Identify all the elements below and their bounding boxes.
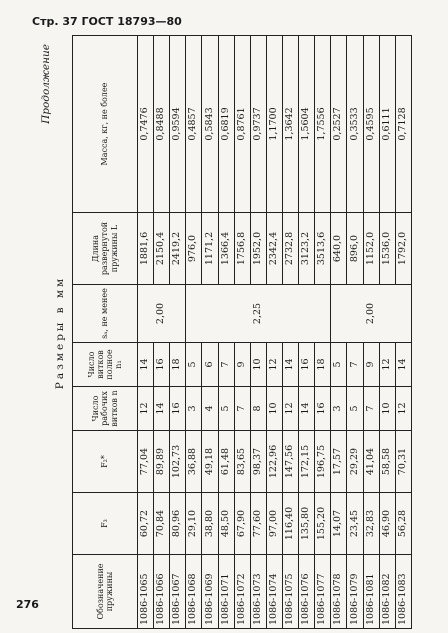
table-cell: 12 bbox=[282, 387, 298, 431]
spring-code-cell: 1086-1081 bbox=[363, 555, 379, 629]
dimensions-caption: Размеры в мм bbox=[54, 275, 66, 390]
sa-group-cell: 2,25 bbox=[186, 285, 331, 343]
table-cell: 38,80 bbox=[202, 493, 218, 555]
spring-code-cell: 1086-1066 bbox=[154, 555, 170, 629]
table-cell: 2342,4 bbox=[266, 213, 282, 285]
table-cell: 0,5843 bbox=[202, 36, 218, 213]
table-cell: 18 bbox=[170, 343, 186, 387]
table-cell: 7 bbox=[363, 387, 379, 431]
table-cell: 3 bbox=[331, 387, 347, 431]
table-cell: 102,73 bbox=[170, 431, 186, 493]
table-cell: 1,1700 bbox=[266, 36, 282, 213]
table-cell: 4 bbox=[202, 387, 218, 431]
table-cell: 14,07 bbox=[331, 493, 347, 555]
table-cell: 0,8761 bbox=[234, 36, 250, 213]
table-cell: 0,7476 bbox=[138, 36, 154, 213]
rotated-table-area bbox=[40, 36, 415, 629]
table-cell: 1152,0 bbox=[363, 213, 379, 285]
table-cell: 32,83 bbox=[363, 493, 379, 555]
table-cell: 18 bbox=[315, 343, 331, 387]
table-cell: 49,18 bbox=[202, 431, 218, 493]
page-header: Стр. 37 ГОСТ 18793—80 bbox=[32, 15, 182, 28]
table-cell: 5 bbox=[347, 387, 363, 431]
table-cell: 0,7128 bbox=[395, 36, 411, 213]
table-cell: 97,00 bbox=[266, 493, 282, 555]
column-header: Число витков полное n₁ bbox=[73, 343, 138, 387]
sa-group-cell: 2,00 bbox=[138, 285, 186, 343]
table-cell: 16 bbox=[299, 343, 315, 387]
table-cell: 0,6111 bbox=[379, 36, 395, 213]
table-cell: 29,29 bbox=[347, 431, 363, 493]
table-cell: 60,72 bbox=[138, 493, 154, 555]
table-cell: 61,48 bbox=[218, 431, 234, 493]
table-cell: 172,15 bbox=[299, 431, 315, 493]
table-cell: 155,20 bbox=[315, 493, 331, 555]
table-cell: 1952,0 bbox=[250, 213, 266, 285]
column-header: Число рабочих витков n bbox=[73, 387, 138, 431]
table-cell: 2419,2 bbox=[170, 213, 186, 285]
table-cell: 77,04 bbox=[138, 431, 154, 493]
table-cell: 48,50 bbox=[218, 493, 234, 555]
table-cell: 0,9594 bbox=[170, 36, 186, 213]
table-cell: 2732,8 bbox=[282, 213, 298, 285]
spring-code-cell: 1086-1067 bbox=[170, 555, 186, 629]
spring-code-cell: 1086-1071 bbox=[218, 555, 234, 629]
table-cell: 3123,2 bbox=[299, 213, 315, 285]
spring-code-cell: 1086-1065 bbox=[138, 555, 154, 629]
table-cell: 14 bbox=[299, 387, 315, 431]
table-cell: 98,37 bbox=[250, 431, 266, 493]
column-header: sₐ, не менее bbox=[73, 285, 138, 343]
spring-code-cell: 1086-1077 bbox=[315, 555, 331, 629]
table-cell: 10 bbox=[379, 387, 395, 431]
table-cell: 16 bbox=[154, 343, 170, 387]
table-cell: 12 bbox=[379, 343, 395, 387]
column-header: F₂* bbox=[73, 431, 138, 493]
table-cell: 1,7556 bbox=[315, 36, 331, 213]
table-cell: 116,40 bbox=[282, 493, 298, 555]
table-cell: 41,04 bbox=[363, 431, 379, 493]
table-cell: 9 bbox=[363, 343, 379, 387]
table-body bbox=[138, 36, 412, 629]
table-cell: 46,90 bbox=[379, 493, 395, 555]
table-cell: 14 bbox=[154, 387, 170, 431]
table-row bbox=[331, 36, 347, 629]
table-cell: 0,2527 bbox=[331, 36, 347, 213]
table-cell: 29,10 bbox=[186, 493, 202, 555]
table-cell: 7 bbox=[347, 343, 363, 387]
table-cell: 70,31 bbox=[395, 431, 411, 493]
spring-code-cell: 1086-1069 bbox=[202, 555, 218, 629]
table-cell: 7 bbox=[234, 387, 250, 431]
table-cell: 0,4857 bbox=[186, 36, 202, 213]
table-cell: 5 bbox=[218, 387, 234, 431]
spring-code-cell: 1086-1083 bbox=[395, 555, 411, 629]
spring-code-cell: 1086-1076 bbox=[299, 555, 315, 629]
table-cell: 3 bbox=[186, 387, 202, 431]
table-cell: 1,5604 bbox=[299, 36, 315, 213]
table-cell: 0,9737 bbox=[250, 36, 266, 213]
table-cell: 14 bbox=[282, 343, 298, 387]
table-cell: 976,0 bbox=[186, 213, 202, 285]
table-cell: 196,75 bbox=[315, 431, 331, 493]
table-cell: 12 bbox=[138, 387, 154, 431]
column-header: Обозначение пружины bbox=[73, 555, 138, 629]
table-cell: 7 bbox=[218, 343, 234, 387]
table-cell: 14 bbox=[138, 343, 154, 387]
table-cell: 80,96 bbox=[170, 493, 186, 555]
table-cell: 6 bbox=[202, 343, 218, 387]
table-cell: 12 bbox=[395, 387, 411, 431]
spring-code-cell: 1086-1074 bbox=[266, 555, 282, 629]
table-cell: 70,84 bbox=[154, 493, 170, 555]
spring-code-cell: 1086-1075 bbox=[282, 555, 298, 629]
spring-code-cell: 1086-1082 bbox=[379, 555, 395, 629]
table-cell: 640,0 bbox=[331, 213, 347, 285]
table-cell: 8 bbox=[250, 387, 266, 431]
table-cell: 5 bbox=[331, 343, 347, 387]
table-cell: 0,4595 bbox=[363, 36, 379, 213]
spring-code-cell: 1086-1078 bbox=[331, 555, 347, 629]
column-header: Масса, кг, не более bbox=[73, 36, 138, 213]
spring-code-cell: 1086-1079 bbox=[347, 555, 363, 629]
table-cell: 147,56 bbox=[282, 431, 298, 493]
spring-code-cell: 1086-1073 bbox=[250, 555, 266, 629]
continuation-label: Продолжение bbox=[40, 44, 52, 124]
table-cell: 1171,2 bbox=[202, 213, 218, 285]
table-cell: 1366,4 bbox=[218, 213, 234, 285]
table-cell: 9 bbox=[234, 343, 250, 387]
table-cell: 10 bbox=[250, 343, 266, 387]
table-row bbox=[186, 36, 202, 629]
table-row bbox=[138, 36, 154, 629]
table-cell: 23,45 bbox=[347, 493, 363, 555]
table-header-row bbox=[73, 36, 138, 629]
spring-code-cell: 1086-1072 bbox=[234, 555, 250, 629]
table-cell: 0,6819 bbox=[218, 36, 234, 213]
table-cell: 10 bbox=[266, 387, 282, 431]
table-cell: 896,0 bbox=[347, 213, 363, 285]
table-cell: 5 bbox=[186, 343, 202, 387]
table-cell: 135,80 bbox=[299, 493, 315, 555]
spring-spec-table bbox=[72, 35, 412, 629]
table-cell: 16 bbox=[315, 387, 331, 431]
table-cell: 122,96 bbox=[266, 431, 282, 493]
table-cell: 14 bbox=[395, 343, 411, 387]
table-cell: 3513,6 bbox=[315, 213, 331, 285]
table-cell: 2150,4 bbox=[154, 213, 170, 285]
table-cell: 83,65 bbox=[234, 431, 250, 493]
table-cell: 77,60 bbox=[250, 493, 266, 555]
table-cell: 0,3533 bbox=[347, 36, 363, 213]
table-cell: 1536,0 bbox=[379, 213, 395, 285]
table-cell: 67,90 bbox=[234, 493, 250, 555]
table-cell: 16 bbox=[170, 387, 186, 431]
spring-code-cell: 1086-1068 bbox=[186, 555, 202, 629]
table-cell: 12 bbox=[266, 343, 282, 387]
page-number: 276 bbox=[16, 598, 39, 611]
table-cell: 89,89 bbox=[154, 431, 170, 493]
table-cell: 1881,6 bbox=[138, 213, 154, 285]
table-cell: 1756,8 bbox=[234, 213, 250, 285]
table-cell: 0,8488 bbox=[154, 36, 170, 213]
column-header: Длина развернутой пружины L bbox=[73, 213, 138, 285]
table-cell: 56,28 bbox=[395, 493, 411, 555]
column-header: F₃ bbox=[73, 493, 138, 555]
sa-group-cell: 2,00 bbox=[331, 285, 412, 343]
table-cell: 58,58 bbox=[379, 431, 395, 493]
table-cell: 36,88 bbox=[186, 431, 202, 493]
table-cell: 1792,0 bbox=[395, 213, 411, 285]
table-cell: 1,3642 bbox=[282, 36, 298, 213]
table-cell: 17,57 bbox=[331, 431, 347, 493]
